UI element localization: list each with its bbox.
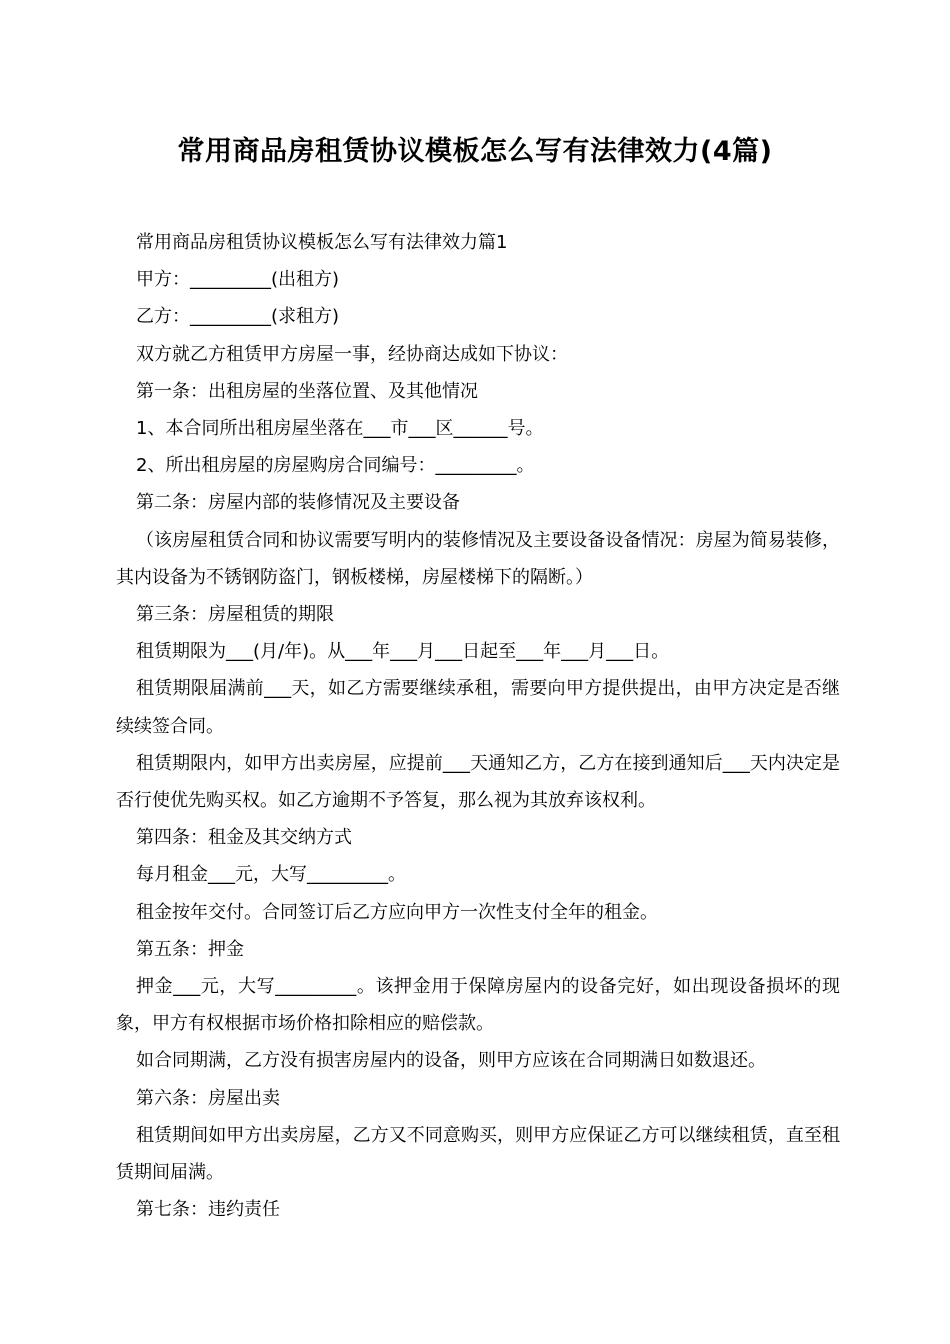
section-heading: 常用商品房租赁协议模板怎么写有法律效力篇1 <box>136 232 508 253</box>
paragraph: 租赁期限为___(月/年)。从___年___月___日起至___年___月___日。 <box>136 641 670 663</box>
article-heading: 第一条：出租房屋的坐落位置、及其他情况 <box>136 380 478 402</box>
article-heading: 第七条：违约责任 <box>136 1199 280 1221</box>
paragraph: 2、所出租房屋的房屋购房合同编号：_________。 <box>136 455 535 477</box>
article-heading: 第四条：租金及其交纳方式 <box>136 827 352 849</box>
paragraph: 租赁期间如甲方出卖房屋，乙方又不同意购买，则甲方应保证乙方可以继续租赁，直至租赁期间届满。 <box>116 1124 840 1184</box>
party-b-line: 乙方：_________(求租方) <box>136 306 340 328</box>
article-heading: 第六条：房屋出卖 <box>136 1087 280 1109</box>
document-body <box>116 224 840 1228</box>
paragraph: 如合同期满，乙方没有损害房屋内的设备，则甲方应该在合同期满日如数退还。 <box>136 1050 766 1072</box>
document-title: 常用商品房租赁协议模板怎么写有法律效力(4篇) <box>177 136 773 167</box>
article-heading: 第三条：房屋租赁的期限 <box>136 604 334 626</box>
paragraph: 租赁期限内，如甲方出卖房屋，应提前___天通知乙方，乙方在接到通知后___天内决定是否行使优先购买权。如乙方逾期不予答复，那么视为其放弃该权利。 <box>116 752 840 812</box>
paragraph: 每月租金___元，大写_________。 <box>136 864 406 886</box>
paragraph: 租赁期限届满前___天，如乙方需要继续承租，需要向甲方提供提出，由甲方决定是否继续续签合同。 <box>116 678 840 737</box>
paragraph: 租金按年交付。合同签订后乙方应向甲方一次性支付全年的租金。 <box>136 901 658 923</box>
article-heading: 第五条：押金 <box>136 938 244 960</box>
article-heading: 第二条：房屋内部的装修情况及主要设备 <box>136 492 460 514</box>
paragraph: 押金___元，大写_________。该押金用于保障房屋内的设备完好，如出现设备损坏的现象，甲方有权根据市场价格扣除相应的赔偿款。 <box>116 976 840 1035</box>
paragraph: 双方就乙方租赁甲方房屋一事，经协商达成如下协议： <box>136 343 568 365</box>
party-a-line: 甲方：_________(出租方) <box>136 269 340 291</box>
paragraph: （该房屋租赁合同和协议需要写明内的装修情况及主要设备设备情况：房屋为简易装修，其内设备为不锈钢防盗门，钢板楼梯，房屋楼梯下的隔断。） <box>116 529 840 588</box>
paragraph: 1、本合同所出租房屋坐落在___市___区______号。 <box>136 418 544 440</box>
